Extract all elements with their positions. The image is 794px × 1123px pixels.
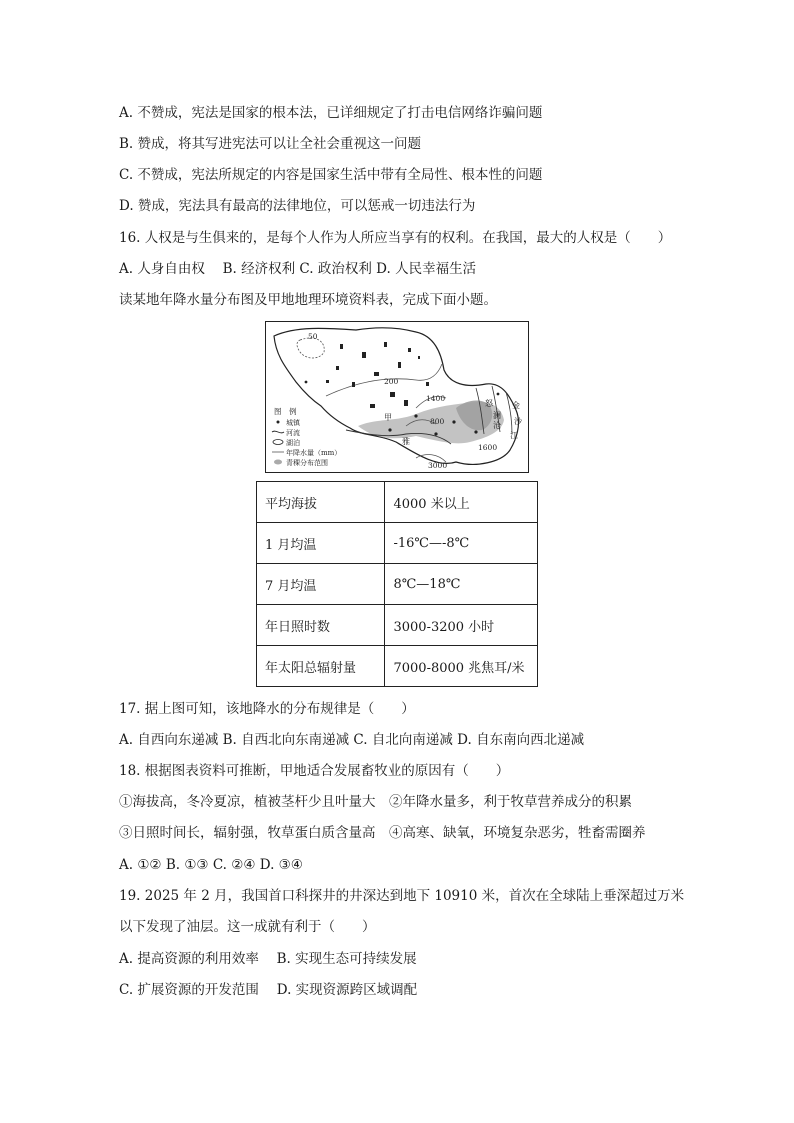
river-icon [272, 431, 284, 433]
q15-option-d: D. 赞成，宪法具有最高的法律地位，可以惩戒一切违法行为 [119, 198, 476, 214]
table-value: 8℃—18℃ [385, 564, 538, 605]
q16-options: A. 人身自由权 B. 经济权利 C. 政治权利 D. 人民幸福生活 [119, 261, 477, 277]
q19-stem-line-1: 19. 2025 年 2 月，我国首口科探井的井深达到地下 10910 米，首次在全球陆上垂深超过万米 [119, 888, 685, 904]
table-row [257, 564, 538, 605]
label-jia: 甲 [384, 413, 392, 422]
table-key: 平均海拔 [257, 482, 385, 523]
q15-option-c: C. 不赞成，宪法所规定的内容是国家生活中带有全局性、根本性的问题 [119, 167, 543, 183]
table-row [257, 605, 538, 646]
q18-options: A. ①② B. ①③ C. ②④ D. ③④ [119, 857, 303, 873]
isoline-label-50: 50 [308, 332, 318, 341]
table-value: 3000-3200 小时 [385, 605, 538, 646]
town-icon [277, 421, 280, 424]
q15-option-a: A. 不赞成，宪法是国家的根本法，已详细规定了打击电信网络诈骗问题 [119, 105, 543, 121]
q15-option-b: B. 赞成，将其写进宪法可以让全社会重视这一问题 [119, 136, 422, 152]
precipitation-map [265, 321, 529, 473]
q19-options-1: A. 提高资源的利用效率 B. 实现生态可持续发展 [119, 951, 417, 967]
table-key: 年太阳总辐射量 [257, 646, 385, 687]
legend-qingke: 青稞分布范围 [286, 459, 328, 467]
legend-lake: 湖泊 [286, 439, 300, 447]
q17-stem: 17. 据上图可知，该地降水的分布规律是（ ） [119, 701, 415, 717]
legend-title: 图 例 [274, 407, 297, 416]
lake-icon [273, 440, 283, 445]
map-drawing [266, 322, 528, 472]
label-nu: 怒 [485, 399, 493, 408]
table-value: 4000 米以上 [385, 482, 538, 523]
label-cang: 沧 [493, 421, 501, 430]
isoline-label-3000: 3000 [428, 461, 448, 470]
label-lan: 澜 [493, 411, 501, 420]
reading-intro: 读某地年降水量分布图及甲地地理环境资料表，完成下面小题。 [119, 292, 497, 308]
q17-options: A. 自西向东递减 B. 自西北向东南递减 C. 自北向南递减 D. 自东南向西北递减 [119, 732, 585, 748]
label-jiang: 江 [510, 431, 518, 440]
legend-isoline: 年降水量（mm） [286, 449, 342, 457]
table-key: 年日照时数 [257, 605, 385, 646]
isoline-label-1600: 1600 [478, 443, 498, 452]
environment-table [256, 481, 538, 687]
isoline-label-800: 800 [430, 417, 445, 426]
label-ya: 雅 [402, 437, 410, 446]
label-sha: 沙 [514, 417, 522, 426]
table-key: 1 月均温 [257, 523, 385, 564]
q18-item-1: ①海拔高，冬冷夏凉，植被茎杆少且叶量大 ②年降水量多，利于牧草营养成分的积累 [119, 794, 632, 810]
isoline-label-1400: 1400 [426, 394, 446, 403]
q16-stem: 16. 人权是与生俱来的，是每个人作为人所应当享有的权利。在我国，最大的人权是（ ） [119, 230, 672, 246]
q19-stem-line-2: 以下发现了油层。这一成就有利于（ ） [119, 919, 376, 935]
table-row [257, 523, 538, 564]
isoline-label-200: 200 [384, 377, 399, 386]
table-row [257, 482, 538, 523]
q18-stem: 18. 根据图表资料可推断，甲地适合发展畜牧业的原因有（ ） [119, 763, 510, 779]
qingke-icon [274, 460, 282, 465]
label-jin: 金 [512, 401, 520, 410]
table-key: 7 月均温 [257, 564, 385, 605]
q18-item-2: ③日照时间长，辐射强，牧草蛋白质含量高 ④高寒、缺氧，环境复杂恶劣，牲畜需圈养 [119, 825, 646, 841]
table-value: -16℃—-8℃ [385, 523, 538, 564]
table-row [257, 646, 538, 687]
legend-river: 河流 [286, 429, 300, 437]
table-value: 7000-8000 兆焦耳/米 [385, 646, 538, 687]
legend-town: 城镇 [286, 419, 300, 427]
q19-options-2: C. 扩展资源的开发范围 D. 实现资源跨区域调配 [119, 982, 418, 998]
